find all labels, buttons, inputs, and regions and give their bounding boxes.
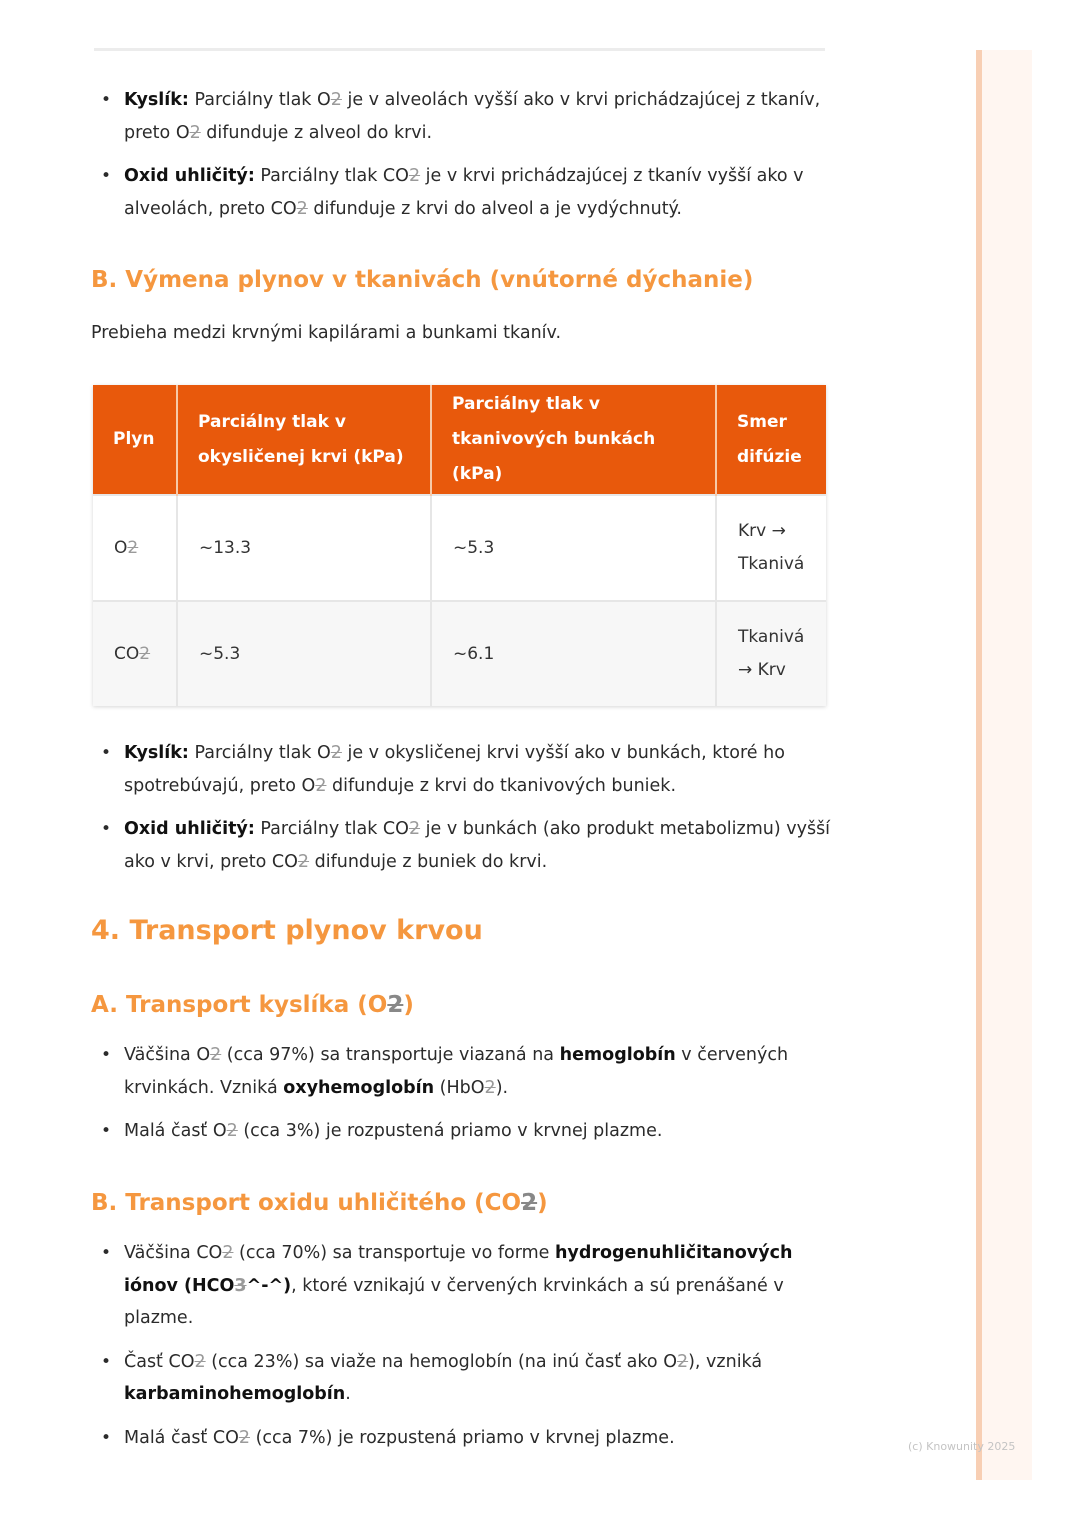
bullet-text: je v bunkách (ako produkt metabolizmu) vyšší ako v krvi, preto CO bbox=[124, 819, 831, 872]
bullet-text: (cca 97%) sa transportuje viazaná na bbox=[221, 1045, 560, 1065]
bullet-term: Oxid uhličitý: bbox=[124, 166, 255, 186]
bullet-text: , ktoré vznikajú v červených krvinkách a sú prenášané v plazme. bbox=[124, 1275, 784, 1328]
list-item bbox=[91, 737, 831, 802]
heading-text: B. Transport oxidu uhličitého (CO bbox=[91, 1190, 522, 1216]
bullet-text: Parciálny tlak O bbox=[188, 743, 331, 763]
bullet-term: Kyslík: bbox=[124, 90, 189, 110]
bold-term: karbaminohemoglobín bbox=[124, 1384, 346, 1404]
subscript: 2 bbox=[297, 851, 310, 872]
bullet-text: Časť CO bbox=[124, 1351, 195, 1372]
list-item bbox=[91, 813, 831, 878]
top-divider bbox=[94, 48, 825, 51]
subscript: 2 bbox=[330, 90, 342, 110]
bold-term: ^-^) bbox=[246, 1275, 292, 1296]
table-row bbox=[93, 495, 826, 601]
bold-term: oxyhemoglobín bbox=[283, 1077, 435, 1098]
bullet-text: Väčšina O bbox=[124, 1045, 211, 1065]
transport-heading: 4. Transport plynov krvou bbox=[91, 915, 483, 946]
list-item bbox=[91, 1346, 831, 1411]
tissue-bullet-list bbox=[91, 737, 831, 878]
subscript: 2 bbox=[408, 166, 421, 186]
bullet-text: difunduje z krvi do tkanivových buniek. bbox=[326, 775, 677, 796]
blood-pressure-cell: ~13.3 bbox=[177, 495, 431, 601]
oxygen-bullet-list bbox=[91, 1039, 831, 1148]
bullet-text: (cca 7%) je rozpustená priamo v krvnej plazme. bbox=[250, 1427, 675, 1448]
cell-pressure-cell: ~5.3 bbox=[431, 495, 716, 601]
bullet-text: difunduje z alveol do krvi. bbox=[200, 122, 433, 143]
blood-pressure-cell: ~5.3 bbox=[177, 601, 431, 706]
subscript: 2 bbox=[127, 537, 139, 558]
footer-copyright: (c) Knowunity 2025 bbox=[908, 1440, 1016, 1453]
column-header: Plyn bbox=[93, 385, 177, 495]
column-header: Parciálny tlak v okysličenej krvi (kPa) bbox=[177, 385, 431, 495]
bullet-text: Malá časť O bbox=[124, 1121, 227, 1141]
cell-text: CO bbox=[114, 643, 140, 664]
direction-cell: Tkanivá → Krv bbox=[716, 601, 826, 706]
column-header: Smer difúzie bbox=[716, 385, 826, 495]
bullet-text: (cca 3%) je rozpustená priamo v krvnej plazme. bbox=[237, 1121, 663, 1141]
heading-text: ) bbox=[403, 992, 414, 1018]
column-header: Parciálny tlak v tkanivových bunkách (kPa) bbox=[431, 385, 716, 495]
direction-cell: Krv → Tkanivá bbox=[716, 495, 826, 601]
section-b-intro: Prebieha medzi krvnými kapilárami a bunkami tkanív. bbox=[91, 323, 562, 343]
bullet-text: je v alveolách vyšší ako v krvi prichádzajúcej z tkanív, preto O bbox=[124, 90, 821, 143]
list-item bbox=[91, 1237, 831, 1335]
subscript: 3 bbox=[234, 1275, 247, 1296]
subscript: 2 bbox=[238, 1427, 250, 1448]
list-item bbox=[91, 84, 831, 149]
heading-text: A. Transport kyslíka (O bbox=[91, 992, 388, 1018]
bold-term: hydrogenuhličitanových iónov (HCO bbox=[124, 1243, 793, 1296]
gas-cell bbox=[93, 601, 177, 706]
list-item bbox=[91, 1115, 831, 1148]
list-item bbox=[91, 160, 831, 225]
bullet-text: Malá časť CO bbox=[124, 1427, 239, 1448]
section-b-heading: B. Výmena plynov v tkanivách (vnútorné dýchanie) bbox=[91, 267, 754, 293]
subscript: 2 bbox=[330, 743, 342, 763]
bullet-text: Parciálny tlak O bbox=[188, 90, 331, 110]
bullet-text: Parciálny tlak CO bbox=[254, 819, 409, 839]
oxygen-heading bbox=[91, 990, 831, 1020]
subscript: 2 bbox=[139, 643, 151, 664]
subscript: 2 bbox=[210, 1045, 222, 1065]
subscript: 2 bbox=[222, 1243, 234, 1263]
side-stripe bbox=[976, 50, 982, 1480]
subscript: 2 bbox=[315, 775, 327, 796]
bullet-text: ). bbox=[495, 1077, 509, 1098]
subscript: 2 bbox=[408, 819, 421, 839]
subscript: 2 bbox=[484, 1077, 496, 1098]
bullet-text: je v krvi prichádzajúcej z tkanív vyšší ako v alveolách, preto CO bbox=[124, 166, 804, 219]
table-row bbox=[93, 601, 826, 706]
bullet-text: Parciálny tlak CO bbox=[254, 166, 409, 186]
subscript: 2 bbox=[521, 1190, 538, 1216]
co2-bullet-list bbox=[91, 1237, 831, 1454]
bullet-text: (cca 23%) sa viaže na hemoglobín (na inú časť ako O bbox=[205, 1351, 677, 1372]
bullet-text: ), vzniká bbox=[688, 1351, 763, 1372]
alveoli-bullet-list bbox=[91, 84, 831, 225]
gas-cell bbox=[93, 495, 177, 601]
bullet-term: Kyslík: bbox=[124, 743, 189, 763]
table-header-row bbox=[93, 385, 826, 495]
bullet-text: je v okysličenej krvi vyšší ako v bunkách, ktoré ho spotrebúvajú, preto O bbox=[124, 743, 785, 796]
cell-text: O bbox=[114, 537, 128, 558]
gas-exchange-table bbox=[93, 385, 826, 706]
subscript: 2 bbox=[296, 198, 308, 219]
list-item bbox=[91, 1422, 831, 1455]
subscript: 2 bbox=[226, 1121, 238, 1141]
subscript: 2 bbox=[387, 992, 404, 1018]
bullet-text: . bbox=[345, 1384, 351, 1404]
alveoli-bullets-block bbox=[91, 84, 831, 236]
bullet-term: Oxid uhličitý: bbox=[124, 819, 255, 839]
list-item bbox=[91, 1039, 831, 1104]
oxygen-bullets-block bbox=[91, 1039, 831, 1159]
bullet-text: (cca 70%) sa transportuje vo forme bbox=[233, 1243, 555, 1263]
side-panel bbox=[976, 50, 1032, 1480]
bullet-text: difunduje z buniek do krvi. bbox=[309, 851, 548, 872]
bullet-text: difunduje z krvi do alveol a je vydýchnutý. bbox=[307, 198, 682, 219]
cell-pressure-cell: ~6.1 bbox=[431, 601, 716, 706]
tissue-bullets-block bbox=[91, 737, 831, 889]
bullet-text: v červených krvinkách. Vzniká bbox=[124, 1045, 789, 1098]
subscript: 2 bbox=[189, 122, 201, 143]
bold-term: hemoglobín bbox=[559, 1045, 676, 1065]
bullet-text: (HbO bbox=[434, 1077, 485, 1098]
co2-heading bbox=[91, 1188, 831, 1218]
subscript: 2 bbox=[194, 1351, 206, 1372]
subscript: 2 bbox=[676, 1351, 689, 1372]
heading-text: ) bbox=[537, 1190, 548, 1216]
bullet-text: Väčšina CO bbox=[124, 1243, 223, 1263]
co2-bullets-block bbox=[91, 1237, 831, 1465]
